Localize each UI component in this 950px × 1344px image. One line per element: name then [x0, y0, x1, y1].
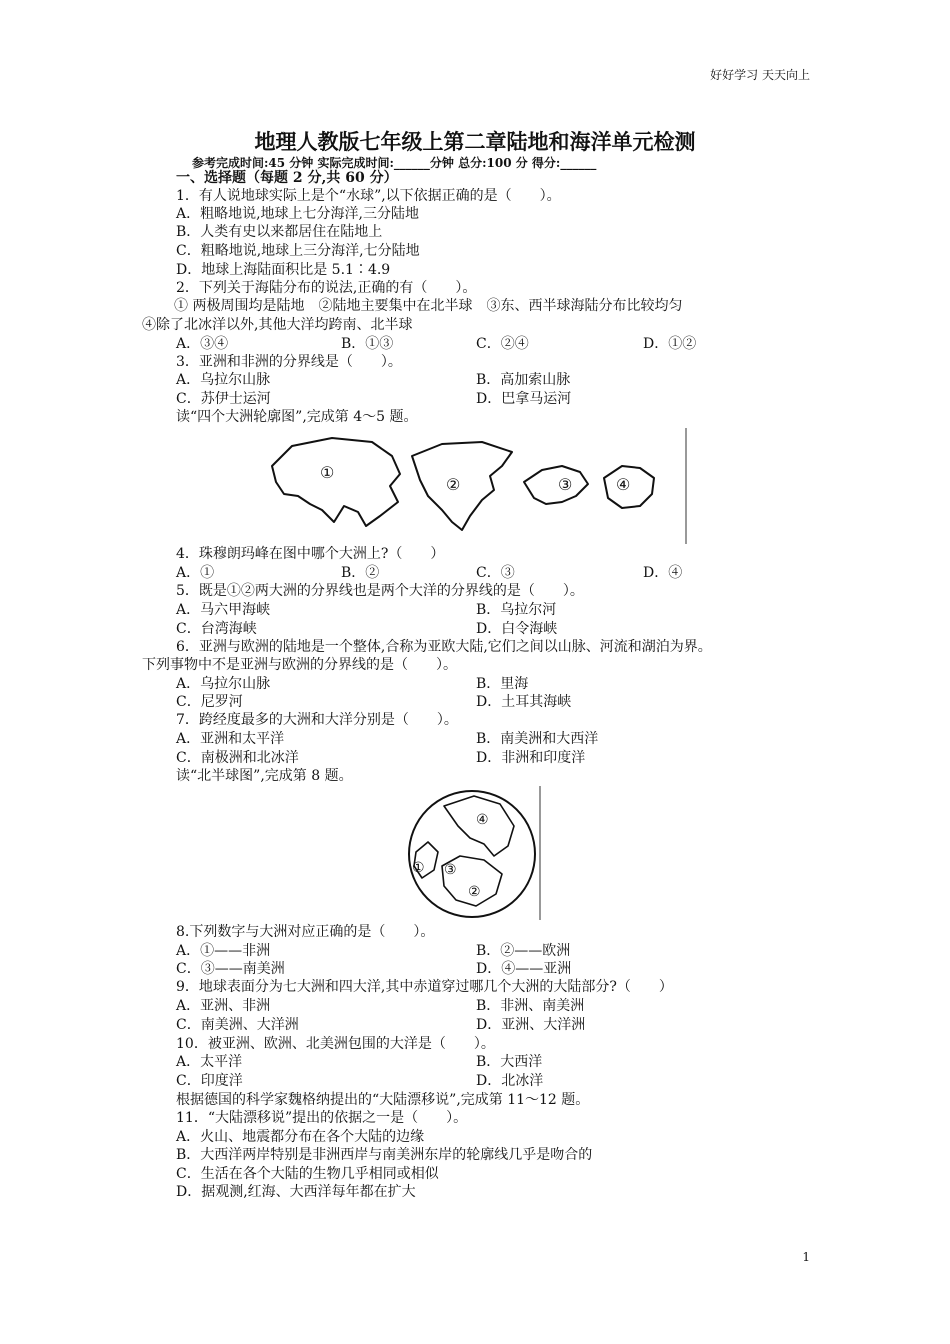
q5-option-c: C．台湾海峡 — [176, 621, 257, 637]
q2-statement-1: ① 两极周围均是陆地 ②陆地主要集中在北半球 ③东、西半球海陆分布比较均匀 — [174, 298, 683, 314]
page-title: 地理人教版七年级上第二章陆地和海洋单元检测 — [254, 129, 696, 154]
q4-option-b: B．② — [341, 565, 380, 581]
q11-option-b: B．大西洋两岸特别是非洲西岸与南美洲东岸的轮廓线几乎是吻合的 — [176, 1147, 593, 1163]
q10-option-d: D．北冰洋 — [476, 1073, 544, 1089]
q2-option-b: B．①③ — [341, 336, 394, 352]
fig1-label-2: ② — [446, 475, 461, 494]
q4-stem: 4．珠穆朗玛峰在图中哪个大洲上?（ ） — [176, 546, 445, 562]
four-continents-figure — [262, 426, 688, 546]
read-instruction-1: 读“四个大洲轮廓图”,完成第 4～5 题。 — [176, 409, 418, 425]
q6-stem-line-1: 6．亚洲与欧洲的陆地是一个整体,合称为亚欧大陆,它们之间以山脉、河流和湖泊为界。 — [176, 639, 712, 655]
q2-stem: 2．下列关于海陆分布的说法,正确的有（ ）。 — [176, 280, 477, 296]
q10-stem: 10．被亚洲、欧洲、北美洲包围的大洋是（ ）。 — [176, 1036, 495, 1052]
fig2-label-1: ① — [412, 860, 425, 876]
q3-option-a: A．乌拉尔山脉 — [176, 372, 271, 388]
fig2-label-4: ④ — [476, 812, 489, 828]
q3-option-d: D．巴拿马运河 — [476, 391, 572, 407]
q9-stem: 9．地球表面分为七大洲和四大洋,其中赤道穿过哪几个大洲的大陆部分?（ ） — [176, 979, 673, 995]
q5-option-d: D．白令海峡 — [476, 621, 558, 637]
q4-option-a: A．① — [176, 565, 215, 581]
q9-option-c: C．南美洲、大洋洲 — [176, 1017, 299, 1033]
q8-option-c: C．③——南美洲 — [176, 961, 285, 977]
q7-option-a: A．亚洲和太平洋 — [176, 731, 285, 747]
q4-option-c: C．③ — [476, 565, 515, 581]
q6-option-c: C．尼罗河 — [176, 694, 243, 710]
q10-option-b: B．大西洋 — [476, 1054, 543, 1070]
north-america-outline — [412, 442, 512, 530]
q9-option-d: D．亚洲、大洋洲 — [476, 1017, 586, 1033]
fig1-label-4: ④ — [616, 475, 631, 494]
exam-meta: 参考完成时间:45 分钟 实际完成时间:______分钟 总分:100 分 得分:______ — [192, 156, 597, 170]
fig2-label-2: ② — [468, 884, 481, 900]
q5-option-b: B．乌拉尔河 — [476, 602, 557, 618]
header-slogan: 好好学习 天天向上 — [710, 68, 810, 82]
q2-option-d: D．①② — [643, 336, 697, 352]
q7-stem: 7．跨经度最多的大洲和大洋分别是（ ）。 — [176, 712, 458, 728]
q6-option-a: A．乌拉尔山脉 — [176, 676, 271, 692]
q9-option-a: A．亚洲、非洲 — [176, 998, 271, 1014]
q10-option-c: C．印度洋 — [176, 1073, 243, 1089]
q5-option-a: A．马六甲海峡 — [176, 602, 271, 618]
q8-option-a: A．①——非洲 — [176, 943, 271, 959]
q1-option-a: A．粗略地说,地球上七分海洋,三分陆地 — [176, 206, 420, 222]
q11-stem: 11．“大陆漂移说”提出的依据之一是（ ）。 — [176, 1110, 468, 1126]
q3-option-c: C．苏伊士运河 — [176, 391, 271, 407]
europe-outline — [524, 466, 588, 504]
q8-option-b: B．②——欧洲 — [476, 943, 571, 959]
asia-outline — [272, 438, 400, 526]
q7-option-c: C．南极洲和北冰洋 — [176, 750, 299, 766]
q6-option-b: B．里海 — [476, 676, 529, 692]
read-instruction-3: 根据德国的科学家魏格纳提出的“大陆漂移说”,完成第 11～12 题。 — [176, 1092, 590, 1108]
q6-stem-line-2: 下列事物中不是亚洲与欧洲的分界线的是（ ）。 — [142, 657, 457, 673]
q11-option-d: D．据观测,红海、大西洋每年都在扩大 — [176, 1184, 416, 1200]
q5-stem: 5．既是①②两大洲的分界线也是两个大洋的分界线的是（ ）。 — [176, 583, 584, 599]
q2-option-c: C．②④ — [476, 336, 529, 352]
q11-option-a: A．火山、地震都分布在各个大陆的边缘 — [176, 1129, 425, 1145]
q9-option-b: B．非洲、南美洲 — [476, 998, 585, 1014]
q1-option-b: B．人类有史以来都居住在陆地上 — [176, 224, 383, 240]
q8-stem: 8.下列数字与大洲对应正确的是（ ）。 — [176, 924, 435, 940]
northern-hemisphere-figure — [404, 786, 542, 922]
q7-option-b: B．南美洲和大西洋 — [476, 731, 599, 747]
q8-option-d: D．④——亚洲 — [476, 961, 572, 977]
q7-option-d: D．非洲和印度洋 — [476, 750, 586, 766]
section-heading: 一、选择题（每题 2 分,共 60 分） — [176, 170, 398, 186]
fig1-label-1: ① — [320, 463, 335, 482]
q4-option-d: D．④ — [643, 565, 683, 581]
q10-option-a: A．太平洋 — [176, 1054, 243, 1070]
q11-option-c: C．生活在各个大陆的生物几乎相同或相似 — [176, 1166, 439, 1182]
q3-option-b: B．高加索山脉 — [476, 372, 571, 388]
fig1-label-3: ③ — [558, 475, 573, 494]
q6-option-d: D．土耳其海峡 — [476, 694, 572, 710]
q1-option-d: D．地球上海陆面积比是 5.1∶4.9 — [176, 262, 391, 278]
q2-statement-2: ④除了北冰洋以外,其他大洋均跨南、北半球 — [142, 317, 413, 333]
q1-option-c: C．粗略地说,地球上三分海洋,七分陆地 — [176, 243, 420, 259]
q2-option-a: A．③④ — [176, 336, 229, 352]
q3-stem: 3．亚洲和非洲的分界线是（ ）。 — [176, 354, 402, 370]
q1-stem: 1．有人说地球实际上是个“水球”,以下依据正确的是（ ）。 — [176, 188, 561, 204]
fig2-label-3: ③ — [444, 862, 457, 878]
page-number: 1 — [802, 1250, 810, 1264]
read-instruction-2: 读“北半球图”,完成第 8 题。 — [176, 768, 353, 784]
